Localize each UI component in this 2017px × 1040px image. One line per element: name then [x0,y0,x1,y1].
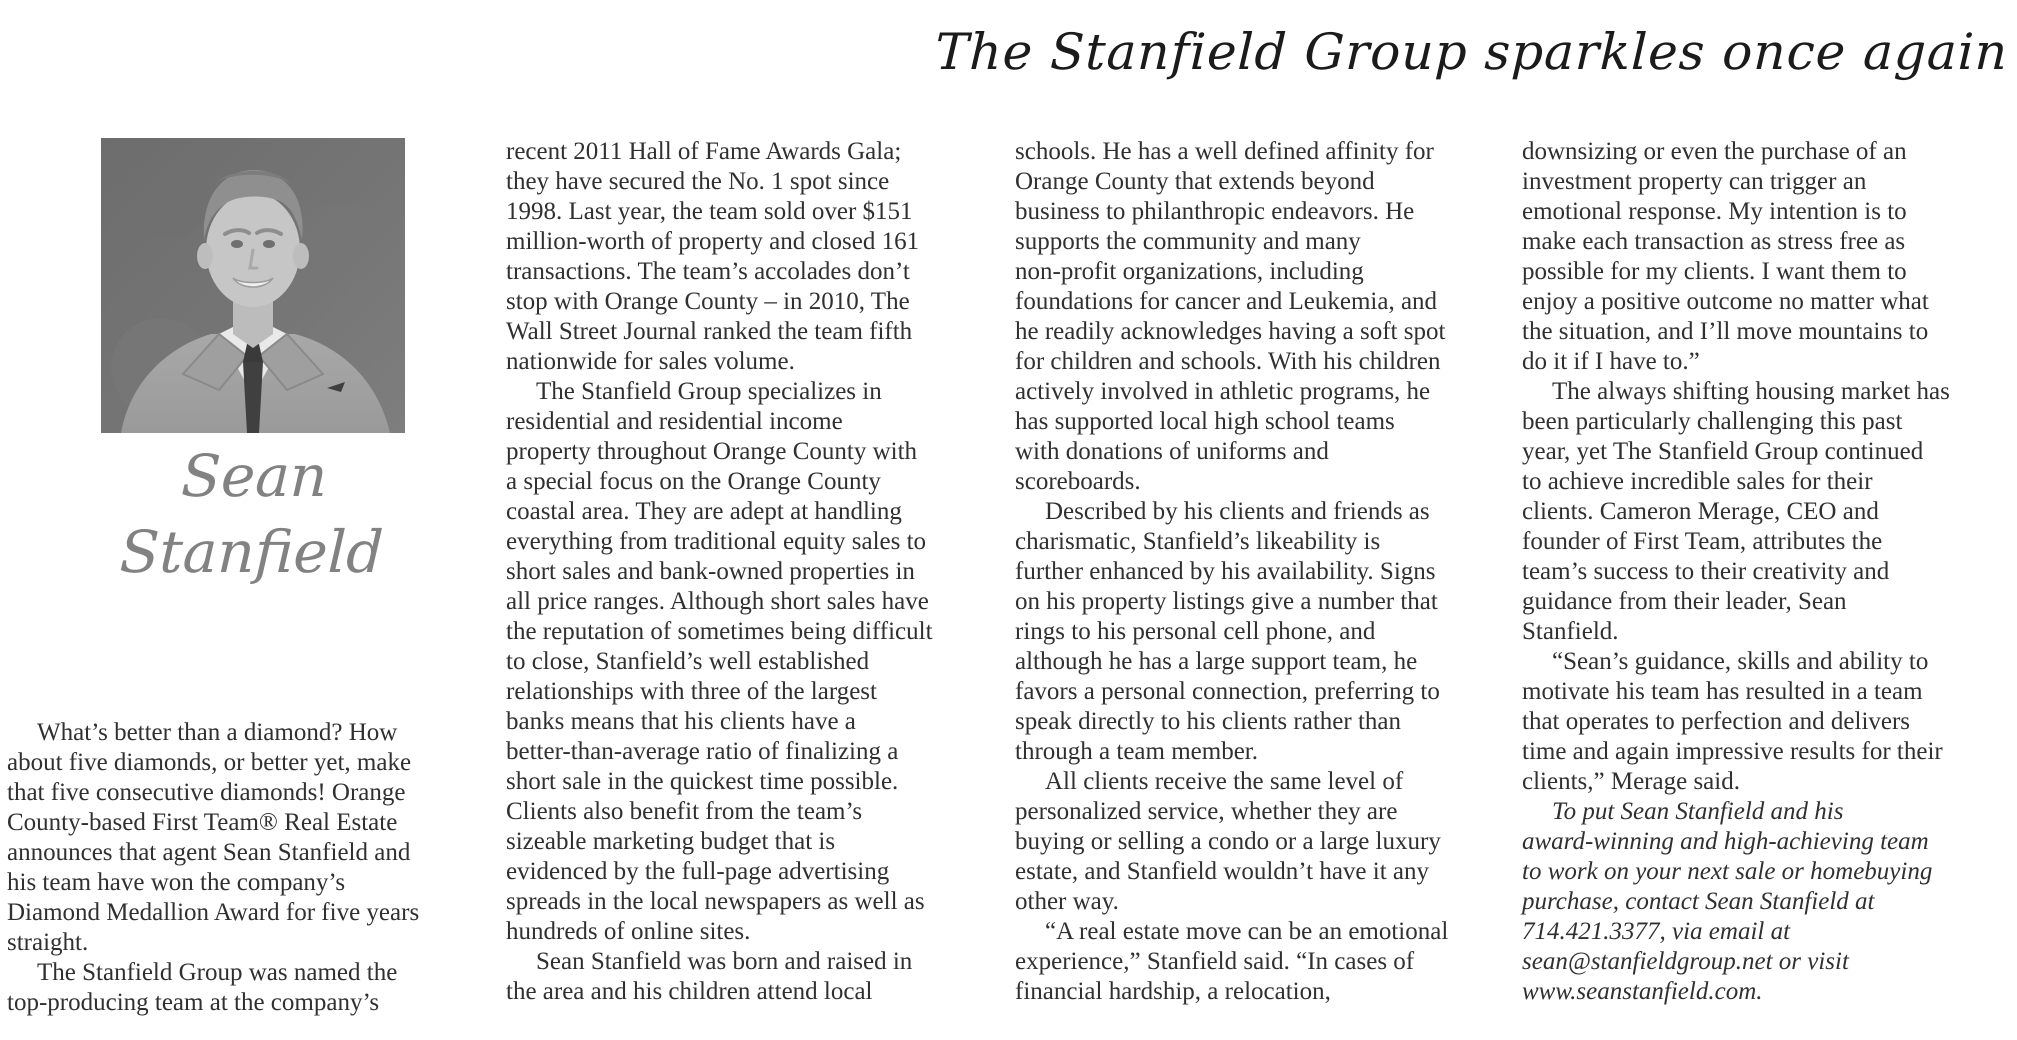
text-line: sean@stanfieldgroup.net or visit [1522,948,1849,975]
text-line: nationwide for sales volume. [506,348,795,375]
text-line: favors a personal connection, preferring to [1015,678,1440,705]
text-line: transactions. The team’s accolades don’t [506,258,910,285]
text-line: scoreboards. [1015,468,1141,495]
text-line: Diamond Medallion Award for five years [7,899,420,926]
text-line: All clients receive the same level of [1045,768,1404,795]
text-line: short sale in the quickest time possible. [506,768,899,795]
text-line: on his property listings give a number that [1015,588,1438,615]
text-line: Orange County that extends beyond [1015,168,1375,195]
text-line: emotional response. My intention is to [1522,198,1907,225]
text-line: hundreds of online sites. [506,918,751,945]
text-line: time and again impressive results for their [1522,738,1943,765]
text-line: announces that agent Sean Stanfield and [7,839,411,866]
text-line: for children and schools. With his children [1015,348,1441,375]
text-line: www.seanstanfield.com. [1522,978,1763,1005]
text-line: founder of First Team, attributes the [1522,528,1883,555]
text-line: actively involved in athletic programs, he [1015,378,1431,405]
text-line: make each transaction as stress free as [1522,228,1906,255]
text-line: charismatic, Stanfield’s likeability is [1015,528,1381,555]
text-line: about five diamonds, or better yet, make [7,749,412,776]
text-line: the reputation of sometimes being difficult [506,618,933,645]
text-line: relationships with three of the largest [506,678,877,705]
text-line: clients,” Merage said. [1522,768,1740,795]
text-line: 1998. Last year, the team sold over $151 [506,198,913,225]
text-line: foundations for cancer and Leukemia, and [1015,288,1438,315]
text-line: stop with Orange County – in 2010, The [506,288,910,315]
text-line: 714.421.3377, via email at [1522,918,1791,945]
agent-last-name: Stanfield [118,518,385,586]
text-line: financial hardship, a relocation, [1015,978,1331,1005]
text-line: million-worth of property and closed 161 [506,228,920,255]
text-line: sizeable marketing budget that is [506,828,836,855]
text-line: short sales and bank-owned properties in [506,558,915,585]
text-line: clients. Cameron Merage, CEO and [1522,498,1879,525]
text-line: buying or selling a condo or a large luxury [1015,828,1441,855]
text-line: the situation, and I’ll move mountains to [1522,318,1929,345]
text-line: motivate his team has resulted in a team [1522,678,1923,705]
text-line: What’s better than a diamond? How [37,719,398,746]
text-line: possible for my clients. I want them to [1522,258,1907,285]
article-column-4 [1522,137,2012,1007]
text-line: supports the community and many [1015,228,1361,255]
text-line: all price ranges. Although short sales have [506,588,929,615]
text-line: property throughout Orange County with [506,438,918,465]
text-line: To put Sean Stanfield and his [1552,798,1844,825]
text-line: business to philanthropic endeavors. He [1015,198,1415,225]
text-line: coastal area. They are adept at handling [506,498,902,525]
text-line: guidance from their leader, Sean [1522,588,1847,615]
text-line: Sean Stanfield was born and raised in [536,948,913,975]
text-line: a special focus on the Orange County [506,468,881,495]
text-line: speak directly to his clients rather than [1015,708,1401,735]
text-line: “Sean’s guidance, skills and ability to [1552,648,1929,675]
text-line: to achieve incredible sales for their [1522,468,1873,495]
text-line: rings to his personal cell phone, and [1015,618,1376,645]
text-line: The Stanfield Group specializes in [536,378,882,405]
article-column-3 [1015,137,1497,1007]
text-line: they have secured the No. 1 spot since [506,168,890,195]
text-line: schools. He has a well defined affinity for [1015,138,1434,165]
agent-first-name: Sean [180,442,329,510]
text-line: to close, Stanfield’s well established [506,648,870,675]
text-line: better-than-average ratio of finalizing a [506,738,899,765]
text-line: Clients also benefit from the team’s [506,798,863,825]
text-line: has supported local high school teams [1015,408,1395,435]
text-line: the area and his children attend local [506,978,873,1005]
text-line: to work on your next sale or homebuying [1522,858,1933,885]
text-line: he readily acknowledges having a soft spot [1015,318,1446,345]
text-line: top-producing team at the company’s [7,989,380,1016]
text-line: residential and residential income [506,408,843,435]
text-line: Described by his clients and friends as [1045,498,1430,525]
text-line: Stanfield. [1522,618,1619,645]
text-line: purchase, contact Sean Stanfield at [1522,888,1875,915]
text-line: other way. [1015,888,1119,915]
text-line: personalized service, whether they are [1015,798,1398,825]
text-line: with donations of uniforms and [1015,438,1329,465]
text-line: recent 2011 Hall of Fame Awards Gala; [506,138,902,165]
article-column-2 [506,137,988,1007]
text-line: straight. [7,929,89,956]
text-line: “A real estate move can be an emotional [1045,918,1449,945]
text-line: that operates to perfection and delivers [1522,708,1911,735]
text-line: downsizing or even the purchase of an [1522,138,1907,165]
agent-name [28,438,477,590]
text-line: enjoy a positive outcome no matter what [1522,288,1929,315]
text-line: evidenced by the full-page advertising [506,858,890,885]
text-line: everything from traditional equity sales to [506,528,927,555]
text-line: his team have won the company’s [7,869,346,896]
text-line: do it if I have to.” [1522,348,1700,375]
text-line: year, yet The Stanfield Group continued [1522,438,1924,465]
text-line: County-based First Team® Real Estate [7,809,398,836]
text-line: that five consecutive diamonds! Orange [7,779,406,806]
text-line: estate, and Stanfield wouldn’t have it any [1015,858,1430,885]
text-line: experience,” Stanfield said. “In cases of [1015,948,1415,975]
text-line: The Stanfield Group was named the [37,959,398,986]
text-line: although he has a large support team, he [1015,648,1418,675]
text-line: investment property can trigger an [1522,168,1867,195]
text-line: banks means that his clients have a [506,708,856,735]
text-line: award-winning and high-achieving team [1522,828,1929,855]
text-line: team’s success to their creativity and [1522,558,1890,585]
text-line: further enhanced by his availability. Signs [1015,558,1436,585]
text-line: through a team member. [1015,738,1258,765]
article-column-1 [7,718,475,1018]
portrait-photo-illustration [101,138,405,433]
text-line: been particularly challenging this past [1522,408,1903,435]
text-line: Wall Street Journal ranked the team fifth [506,318,913,345]
text-line: The always shifting housing market has [1552,378,1950,405]
portrait-photo [101,138,405,433]
article-headline: The Stanfield Group sparkles once again [934,23,2010,81]
text-line: non-profit organizations, including [1015,258,1364,285]
text-line: spreads in the local newspapers as well as [506,888,925,915]
